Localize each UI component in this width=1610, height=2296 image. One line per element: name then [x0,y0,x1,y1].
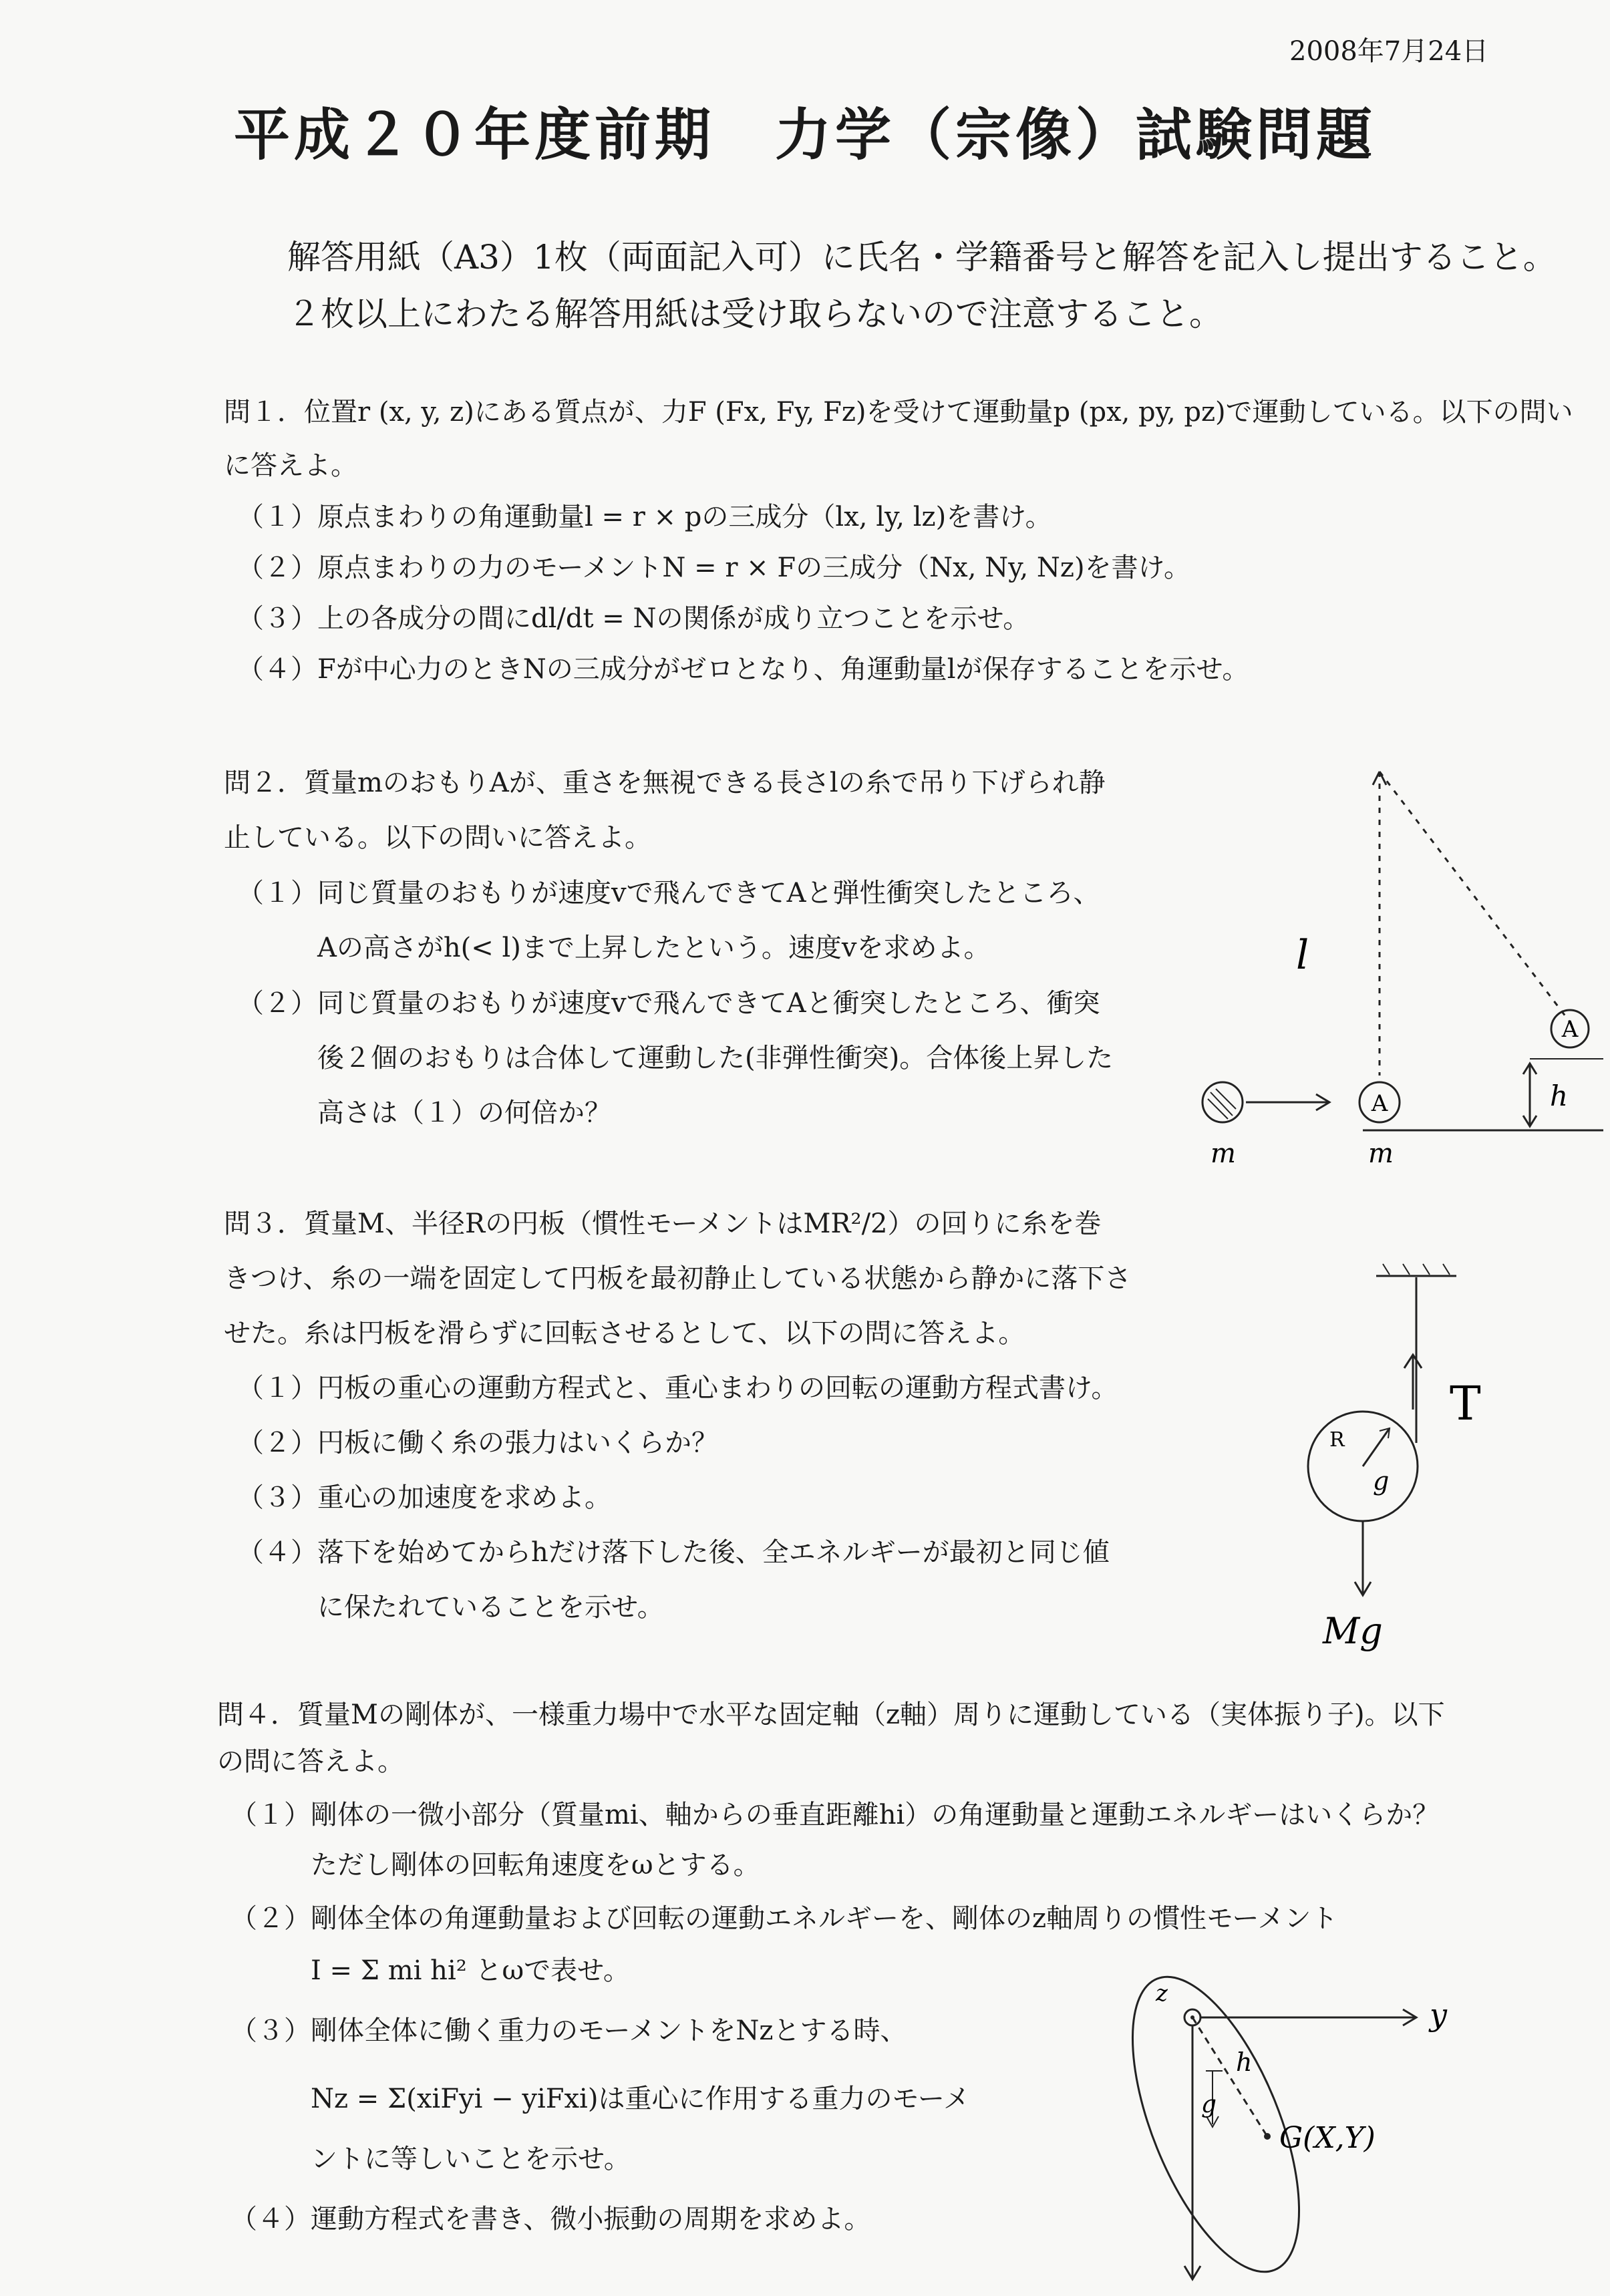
page-title: 平成２０年度前期 力学（宗像）試験問題 [233,102,1376,168]
q1-item-1: （１）原点まわりの角運動量l = r × pの三成分（lx, ly, lz)を書け。 [237,502,1052,532]
q3-stem-line-1: 問３．質量M、半径Rの円板（慣性モーメントはMR²/2）の回りに糸を巻 [224,1208,1102,1239]
q2-item-2: （２）同じ質量のおもりが速度vで飛んできてAと衝突したところ、衝突 [237,988,1100,1019]
q2-stem-line-2: 止している。以下の問いに答えよ。 [224,822,651,853]
height-label: h [1550,1080,1569,1112]
q3-item-4: （４）落下を始めてからhだけ落下した後、全エネルギーが最初と同じ値 [237,1537,1110,1568]
bob-a-raised-label: A [1561,1016,1579,1043]
gravity-label: g [1201,2091,1217,2118]
q4-item-1: （１）剛体の一微小部分（質量mi、軸からの垂直距離hi）の角運動量と運動エネルギーはいくらか？ [230,1800,1440,1830]
q3-item-2: （２）円板に働く糸の張力はいくらか？ [237,1428,718,1458]
q3-stem-line-2: きつけ、糸の一端を固定して円板を最初静止している状態から静かに落下さ [224,1263,1132,1294]
q4-stem-line-1: 問４．質量Mの剛体が、一様重力場中で水平な固定軸（z軸）周りに運動している（実体振り子)。以下 [217,1699,1445,1730]
mass-label-incoming: m [1211,1138,1236,1169]
physical-pendulum-figure [1129,1964,1476,2291]
q4-item-3: （３）剛体全体に働く重力のモーメントをNzとする時、 [230,2015,907,2046]
q4-stem-line-2: の問に答えよ。 [217,1746,404,1777]
pendulum-figure [1196,755,1610,1182]
y-axis-label: y [1430,1997,1447,2033]
bob-a-rest-label: A [1371,1090,1388,1117]
q4-item-3-cont-2: ントに等しいことを示せ。 [311,2144,631,2174]
instruction-line-2: ２枚以上にわたる解答用紙は受け取らないので注意すること。 [287,295,1223,333]
q4-item-2: （２）剛体全体の角運動量および回転の運動エネルギーを、剛体のz軸周りの慣性モーメント [230,1903,1338,1934]
q1-item-4: （４）Fが中心力のときNの三成分がゼロとなり、角運動量lが保存することを示せ。 [237,654,1249,685]
q3-stem-line-3: せた。糸は円板を滑らずに回転させるとして、以下の問に答えよ。 [224,1318,1025,1349]
mass-label-a: m [1368,1138,1394,1169]
q2-stem-line-1: 問２．質量mのおもりAが、重さを無視できる長さlの糸で吊り下げられ静 [224,768,1106,798]
exam-date: 2008年7月24日 [1289,36,1489,67]
center-of-gravity-dot [1264,2133,1271,2140]
center-g-label: g [1373,1466,1390,1496]
q3-item-3: （３）重心の加速度を求めよ。 [237,1482,611,1513]
q2-item-2-cont-2: 高さは（１）の何倍か？ [317,1098,611,1128]
q2-item-1-cont: Aの高さがh(< l)まで上昇したという。速度vを求めよ。 [317,933,991,963]
radius-label: R [1329,1428,1345,1452]
tension-label: T [1450,1376,1481,1431]
q3-item-4-cont: に保たれていることを示せ。 [317,1592,664,1623]
length-label: l [1296,932,1309,979]
instruction-line-1: 解答用紙（A3）1枚（両面記入可）に氏名・学籍番号と解答を記入し提出すること。 [287,238,1557,277]
q1-item-2: （２）原点まわりの力のモーメントN = r × Fの三成分（Nx, Ny, Nz)を書け。 [237,552,1190,583]
q2-item-2-cont-1: 後２個のおもりは合体して運動した(非弾性衝突)。合体後上昇した [317,1043,1114,1074]
q1-stem-line-1: 問１．位置r (x, y, z)にある質点が、力F (Fx, Fy, Fz)を受けて運動量p (px, py, pz)で運動している。以下の問い [224,397,1573,428]
q1-item-3: （３）上の各成分の間にdl/dt = Nの関係が成り立つことを示せ。 [237,603,1030,634]
center-of-gravity-label: G(X,Y) [1279,2121,1376,2155]
q3-item-1: （１）円板の重心の運動方程式と、重心まわりの回転の運動方程式書け。 [237,1373,1118,1404]
q1-stem-line-2: に答えよ。 [224,450,357,481]
distance-label: h [1236,2047,1253,2077]
q4-item-1-cont: ただし剛体の回転角速度をωとする。 [311,1850,760,1880]
incoming-bob [1202,1082,1243,1122]
q4-item-4: （４）運動方程式を書き、微小振動の周期を求めよ。 [230,2204,871,2235]
yoyo-disk-figure [1283,1256,1503,1670]
z-axis-label: z [1156,1980,1168,2007]
q4-item-3-cont-1: Nz = Σ(xiFyi − yiFxi)は重心に作用する重力のモーメ [311,2084,970,2114]
q4-item-2-cont: I = Σ mi hi² とωで表せ。 [311,1955,630,1986]
weight-label: Mg [1323,1610,1383,1652]
q2-item-1: （１）同じ質量のおもりが速度vで飛んできてAと弾性衝突したところ、 [237,878,1100,909]
